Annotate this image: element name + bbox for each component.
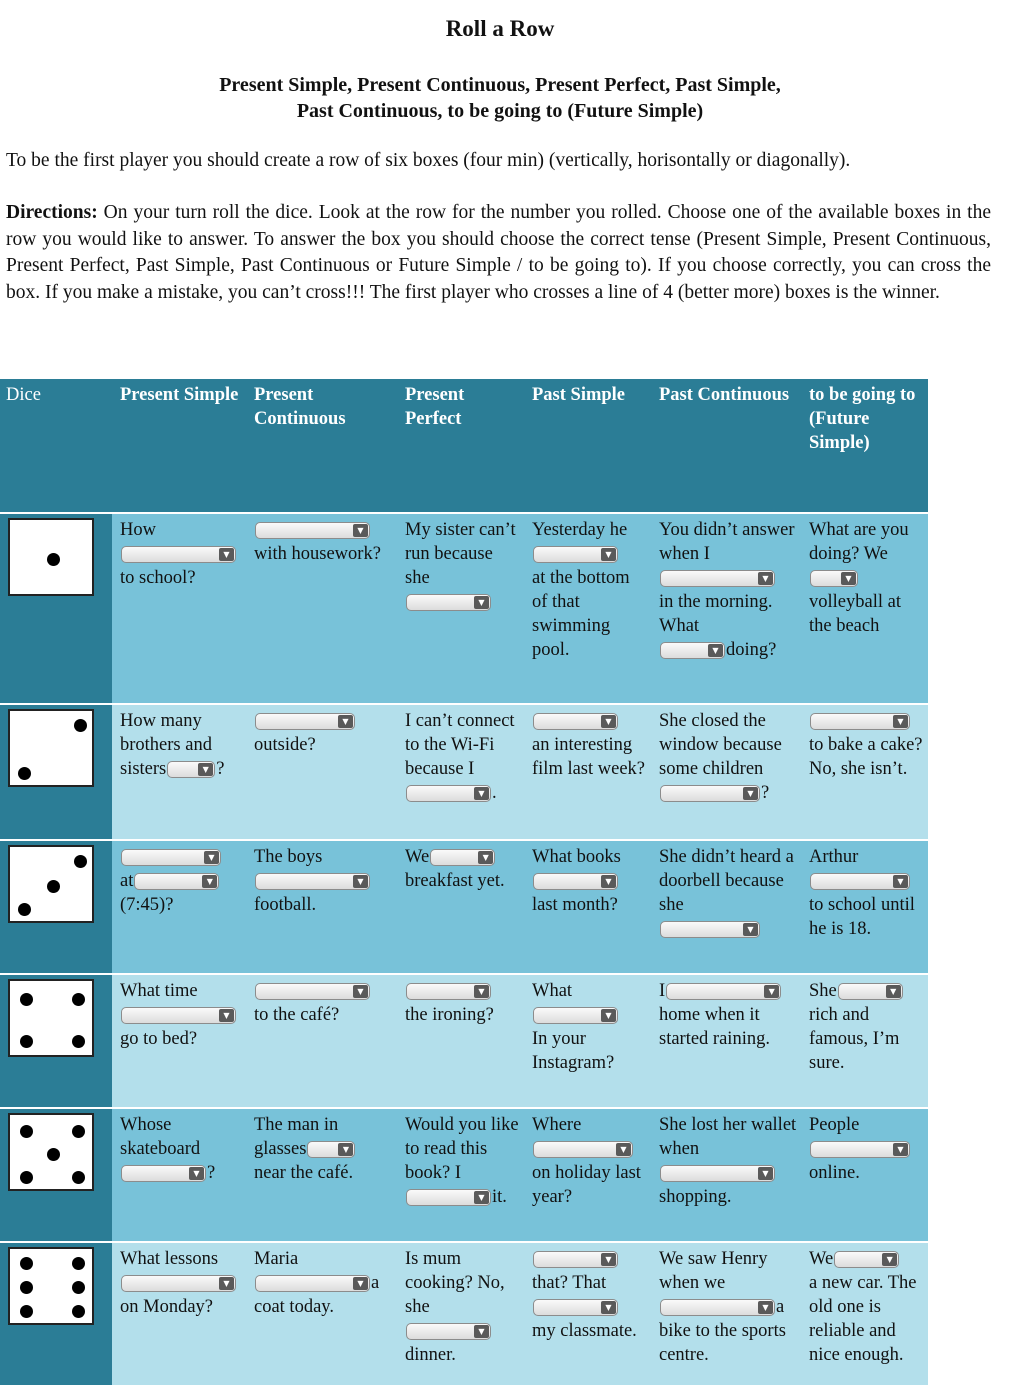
chevron-down-icon: ▼ (353, 875, 368, 888)
chevron-down-icon: ▼ (758, 1301, 773, 1314)
answer-box[interactable] (801, 1108, 928, 1242)
tense-dropdown[interactable] (121, 1275, 236, 1292)
chevron-down-icon: ▼ (601, 1009, 616, 1022)
table-row (0, 704, 928, 840)
answer-box[interactable] (246, 974, 397, 1108)
answer-box[interactable] (112, 1108, 246, 1242)
header-past-continuous: Past Continuous (651, 379, 801, 513)
die-pip (74, 719, 87, 732)
box-text: What books (532, 847, 621, 867)
header-present-continuous: Present Continuous (246, 379, 397, 513)
box-text: How (120, 520, 156, 540)
box-text: The boys (254, 847, 323, 867)
chevron-down-icon: ▼ (758, 1167, 773, 1180)
page-title: Roll a Row (445, 16, 555, 41)
chevron-down-icon: ▼ (219, 1277, 234, 1290)
tense-dropdown[interactable] (838, 983, 903, 1000)
subtitle-line-1: Present Simple, Present Continuous, Present Perfect, Past Simple, (219, 74, 781, 96)
box-text: in the morning. What (659, 592, 773, 636)
tense-dropdown[interactable] (533, 873, 618, 890)
header-present-simple: Present Simple (112, 379, 246, 513)
tense-dropdown[interactable] (660, 1165, 775, 1182)
answer-box[interactable] (524, 1242, 651, 1386)
box-text: that? That (532, 1273, 607, 1293)
box-text: How many brothers and sisters (120, 711, 212, 779)
tense-dropdown[interactable] (810, 873, 910, 890)
box-text: go to bed? (120, 1029, 198, 1049)
chevron-down-icon: ▼ (764, 985, 779, 998)
answer-box[interactable] (112, 974, 246, 1108)
answer-box[interactable] (651, 974, 801, 1108)
header-dice: Dice (0, 379, 112, 513)
tense-dropdown[interactable] (533, 1007, 618, 1024)
tense-dropdown[interactable] (255, 1275, 370, 1292)
box-text: She lost her wallet when (659, 1115, 797, 1159)
box-text: Where (532, 1115, 582, 1135)
tense-dropdown[interactable] (533, 1141, 633, 1158)
box-text: ? (207, 1163, 216, 1183)
die-face-3-icon (8, 845, 94, 923)
answer-box[interactable] (651, 1108, 801, 1242)
box-text: near the café. (254, 1163, 354, 1183)
table-row (0, 1242, 928, 1386)
dice-cell (0, 513, 112, 704)
chevron-down-icon: ▼ (841, 572, 856, 585)
page-subtitle (0, 72, 1000, 124)
box-text: with housework? (254, 544, 381, 564)
chevron-down-icon: ▼ (202, 875, 217, 888)
box-text: ? (216, 759, 225, 779)
chevron-down-icon: ▼ (601, 548, 616, 561)
answer-box[interactable] (397, 513, 524, 704)
answer-box[interactable] (246, 1242, 397, 1386)
box-text: a coat today. (254, 1273, 380, 1317)
dice-cell (0, 704, 112, 840)
box-text: . (492, 783, 497, 803)
box-text: on holiday last year? (532, 1163, 641, 1207)
tense-dropdown[interactable] (430, 849, 495, 866)
answer-box[interactable] (246, 1108, 397, 1242)
header-going-to: to be going to (Future Simple) (801, 379, 928, 513)
answer-box[interactable] (801, 1242, 928, 1386)
box-text: She didn’t heard a doorbell because she (659, 847, 794, 915)
tense-dropdown[interactable] (121, 1007, 236, 1024)
box-text: shopping. (659, 1187, 732, 1207)
die-face-6-icon (8, 1247, 94, 1325)
box-text: We (405, 847, 430, 867)
tense-dropdown[interactable] (406, 983, 491, 1000)
chevron-down-icon: ▼ (189, 1167, 204, 1180)
die-pip (72, 1125, 85, 1138)
die-face-1-icon (8, 518, 94, 596)
tense-dropdown[interactable] (134, 873, 219, 890)
box-text: rich and famous, I’m sure. (809, 1005, 900, 1073)
answer-box[interactable] (246, 704, 397, 840)
box-text: Maria (254, 1249, 299, 1269)
answer-box[interactable] (801, 704, 928, 840)
tense-dropdown[interactable] (810, 713, 910, 730)
chevron-down-icon: ▼ (474, 596, 489, 609)
die-pip (74, 855, 87, 868)
die-pip (18, 767, 31, 780)
box-text: What (532, 981, 573, 1001)
chevron-down-icon: ▼ (601, 875, 616, 888)
tense-dropdown[interactable] (406, 594, 491, 611)
chevron-down-icon: ▼ (353, 985, 368, 998)
tense-dropdown[interactable] (834, 1251, 899, 1268)
tense-dropdown[interactable] (533, 1251, 618, 1268)
die-pip (20, 1257, 33, 1270)
box-text: at (120, 871, 134, 891)
die-pip (20, 1281, 33, 1294)
answer-box[interactable] (651, 840, 801, 974)
answer-box[interactable] (651, 704, 801, 840)
box-text: a bike to the sports centre. (659, 1297, 786, 1365)
answer-box[interactable] (801, 513, 928, 704)
box-text: I can’t connect to the Wi-Fi because I (405, 711, 515, 779)
chevron-down-icon: ▼ (708, 644, 723, 657)
box-text: my classmate. (532, 1321, 637, 1341)
dice-cell (0, 1108, 112, 1242)
tense-dropdown[interactable] (121, 546, 236, 563)
tense-dropdown[interactable] (666, 983, 781, 1000)
tense-dropdown[interactable] (255, 522, 370, 539)
die-pip (72, 1257, 85, 1270)
chevron-down-icon: ▼ (616, 1143, 631, 1156)
tense-dropdown[interactable] (660, 570, 775, 587)
box-text: We (809, 1249, 834, 1269)
tense-dropdown[interactable] (255, 983, 370, 1000)
die-pip (72, 1035, 85, 1048)
box-text: We saw Henry when we (659, 1249, 768, 1293)
box-text: it. (492, 1187, 507, 1207)
tense-dropdown[interactable] (406, 785, 491, 802)
box-text: at the bottom of that swimming pool. (532, 568, 630, 660)
table-row (0, 513, 928, 704)
box-text: Yesterday he (532, 520, 628, 540)
answer-box[interactable] (397, 704, 524, 840)
chevron-down-icon: ▼ (601, 1253, 616, 1266)
box-text: breakfast yet. (405, 871, 505, 891)
die-face-4-icon (8, 979, 94, 1057)
chevron-down-icon: ▼ (338, 715, 353, 728)
directions-label: Directions: (6, 202, 98, 223)
die-pip (72, 1281, 85, 1294)
box-text: a new car. The old one is reliable and nice enough. (809, 1273, 917, 1365)
answer-box[interactable] (651, 513, 801, 704)
table-row (0, 840, 928, 974)
die-pip (20, 1125, 33, 1138)
box-text: an interesting film last week? (532, 735, 646, 779)
box-text: outside? (254, 735, 316, 755)
chevron-down-icon: ▼ (758, 572, 773, 585)
chevron-down-icon: ▼ (353, 1277, 368, 1290)
tense-dropdown[interactable] (167, 761, 215, 778)
tense-dropdown[interactable] (121, 849, 221, 866)
tense-dropdown[interactable] (660, 1299, 775, 1316)
box-text: football. (254, 895, 317, 915)
tense-dropdown[interactable] (307, 1141, 355, 1158)
tense-dropdown[interactable] (255, 873, 370, 890)
header-present-perfect: Present Perfect (397, 379, 524, 513)
tense-dropdown[interactable] (660, 785, 760, 802)
box-text: Would you like to read this book? I (405, 1115, 519, 1183)
chevron-down-icon: ▼ (204, 851, 219, 864)
box-text: I (659, 981, 666, 1001)
chevron-down-icon: ▼ (893, 1143, 908, 1156)
box-text: dinner. (405, 1345, 456, 1365)
box-text: to school? (120, 568, 196, 588)
chevron-down-icon: ▼ (338, 1143, 353, 1156)
die-pip (20, 1035, 33, 1048)
chevron-down-icon: ▼ (474, 787, 489, 800)
table-row (0, 1108, 928, 1242)
tense-dropdown[interactable] (406, 1189, 491, 1206)
answer-box[interactable] (112, 1242, 246, 1386)
answer-box[interactable] (524, 704, 651, 840)
chevron-down-icon: ▼ (198, 763, 213, 776)
box-text: Is mum cooking? No, she (405, 1249, 505, 1317)
box-text: to the café? (254, 1005, 340, 1025)
chevron-down-icon: ▼ (743, 923, 758, 936)
tense-dropdown[interactable] (533, 1299, 618, 1316)
chevron-down-icon: ▼ (886, 985, 901, 998)
die-pip (47, 553, 60, 566)
chevron-down-icon: ▼ (478, 851, 493, 864)
tense-dropdown[interactable] (810, 1141, 910, 1158)
box-text: You didn’t answer when I (659, 520, 795, 564)
box-text: My sister can’t run because she (405, 520, 516, 588)
box-text: She (809, 981, 837, 1001)
answer-box[interactable] (524, 513, 651, 704)
box-text: (7:45)? (120, 895, 174, 915)
answer-box[interactable] (397, 1108, 524, 1242)
box-text: Whose skateboard (120, 1115, 201, 1159)
box-text: What time (120, 981, 198, 1001)
box-text: In your Instagram? (532, 1029, 615, 1073)
dice-cell (0, 974, 112, 1108)
answer-box[interactable] (801, 974, 928, 1108)
tense-dropdown[interactable] (660, 642, 725, 659)
die-face-5-icon (8, 1113, 94, 1191)
die-pip (18, 903, 31, 916)
answer-box[interactable] (524, 974, 651, 1108)
chevron-down-icon: ▼ (893, 875, 908, 888)
die-pip (47, 1148, 60, 1161)
box-text: She closed the window because some children (659, 711, 782, 779)
directions-text: On your turn roll the dice. Look at the row for the number you rolled. Choose one of the available boxes in the row you would like to answer. To answer the box you should choose the correct tense (Present Simple, Present Continuous, Present Perfect, Past Simple, Past Continuous or Future Simple / to be going to). If you choose correctly, you can cross the box. If you make a mistake, you can’t cross!!! The first player who crosses a line of 4 (better more) boxes is the winner. (6, 202, 991, 303)
die-pip (20, 1305, 33, 1318)
die-pip (72, 1305, 85, 1318)
chevron-down-icon: ▼ (219, 548, 234, 561)
answer-box[interactable] (397, 840, 524, 974)
answer-box[interactable] (112, 840, 246, 974)
intro-text: To be the first player you should create a row of six boxes (four min) (vertically, horisontally or diagonally). (6, 150, 851, 171)
table-row (0, 974, 928, 1108)
answer-box[interactable] (524, 840, 651, 974)
tense-dropdown[interactable] (660, 921, 760, 938)
answer-box[interactable] (112, 704, 246, 840)
dice-cell (0, 1242, 112, 1386)
box-text: online. (809, 1163, 860, 1183)
header-past-simple: Past Simple (524, 379, 651, 513)
box-text: What lessons (120, 1249, 219, 1269)
answer-box[interactable] (246, 513, 397, 704)
tense-dropdown[interactable] (255, 713, 355, 730)
box-text: home when it started raining. (659, 1005, 770, 1049)
die-pip (20, 1171, 33, 1184)
box-text: ? (761, 783, 770, 803)
answer-box[interactable] (651, 1242, 801, 1386)
box-text: volleyball at the beach (809, 592, 901, 636)
tense-dropdown[interactable] (533, 546, 618, 563)
box-text: People (809, 1115, 860, 1135)
chevron-down-icon: ▼ (474, 1325, 489, 1338)
die-pip (72, 1171, 85, 1184)
box-text: to bake a cake? No, she isn’t. (809, 735, 923, 779)
box-text: The man in glasses (254, 1115, 339, 1159)
chevron-down-icon: ▼ (219, 1009, 234, 1022)
die-pip (47, 880, 60, 893)
tense-dropdown[interactable] (533, 713, 618, 730)
chevron-down-icon: ▼ (882, 1253, 897, 1266)
chevron-down-icon: ▼ (601, 715, 616, 728)
directions-paragraph (6, 200, 991, 306)
answer-box[interactable] (524, 1108, 651, 1242)
die-pip (20, 993, 33, 1006)
answer-box[interactable] (246, 840, 397, 974)
tense-dropdown[interactable] (810, 570, 858, 587)
box-text: What are you doing? We (809, 520, 909, 564)
box-text: on Monday? (120, 1297, 213, 1317)
box-text: last month? (532, 895, 618, 915)
chevron-down-icon: ▼ (353, 524, 368, 537)
dice-cell (0, 840, 112, 974)
box-text: to school until he is 18. (809, 895, 915, 939)
answer-box[interactable] (801, 840, 928, 974)
box-text: doing? (726, 640, 777, 660)
chevron-down-icon: ▼ (601, 1301, 616, 1314)
chevron-down-icon: ▼ (474, 1191, 489, 1204)
answer-box[interactable] (112, 513, 246, 704)
subtitle-line-2: Past Continuous, to be going to (Future Simple) (296, 100, 704, 122)
game-table (0, 379, 928, 1387)
chevron-down-icon: ▼ (743, 787, 758, 800)
die-face-2-icon (8, 709, 94, 787)
box-text: the ironing? (405, 1005, 494, 1025)
die-pip (72, 993, 85, 1006)
answer-box[interactable] (397, 974, 524, 1108)
chevron-down-icon: ▼ (474, 985, 489, 998)
answer-box[interactable] (397, 1242, 524, 1386)
box-text: Arthur (809, 847, 859, 867)
tense-dropdown[interactable] (406, 1323, 491, 1340)
tense-dropdown[interactable] (121, 1165, 206, 1182)
chevron-down-icon: ▼ (893, 715, 908, 728)
